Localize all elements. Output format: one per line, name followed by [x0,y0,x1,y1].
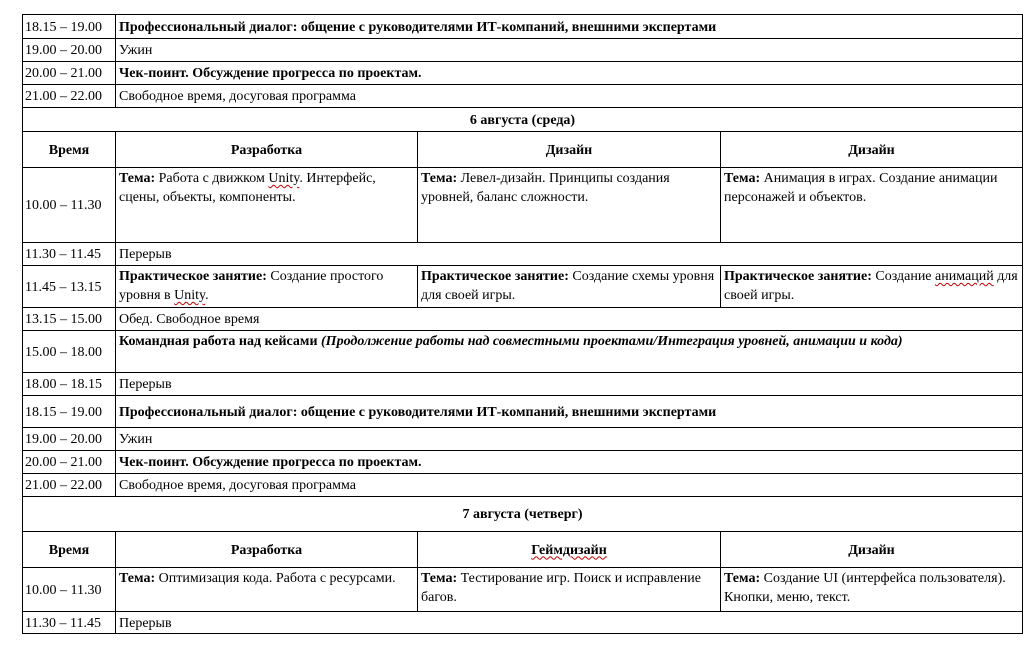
schedule-row [23,474,1023,497]
schedule-row [23,308,1023,331]
practice-text: Создание схемы уровня для своей игры. [421,269,715,303]
topic-label: Тема: [421,171,458,186]
topic-label: Тема: [724,171,761,186]
activity-cell: Чек-поинт. Обсуждение прогресса по проектам. [116,62,1023,85]
activity-cell: Профессиональный диалог: общение с руководителями ИТ-компаний, внешними экспертами [116,396,1023,428]
topic-label: Тема: [724,571,761,586]
day-title-row [23,108,1023,132]
activity-cell: Свободное время, досуговая программа [116,85,1023,108]
topic-cell [116,568,418,612]
header-track-3: Дизайн [721,532,1023,568]
schedule-row [23,39,1023,62]
topic-text-end: . Интерфейс, сцены, объекты, компоненты. [119,171,376,205]
topic-label: Тема: [119,571,156,586]
practice-label: Практическое занятие: [724,269,872,284]
time-cell: 18.15 – 19.00 [23,396,116,428]
header-time: Время [23,532,116,568]
time-cell: 15.00 – 18.00 [23,331,116,373]
topic-text: Левел-дизайн. Принципы создания уровней, баланс сложности. [421,171,670,205]
topic-cell [721,168,1023,243]
column-header-row [23,532,1023,568]
schedule-row [23,243,1023,266]
time-cell: 18.15 – 19.00 [23,15,116,39]
spellcheck-word: Unity [174,288,206,303]
topic-text: Анимация в играх. Создание анимации персонажей и объектов. [724,171,998,205]
topic-cell [418,568,721,612]
topic-cell [418,168,721,243]
time-cell: 21.00 – 22.00 [23,85,116,108]
header-track-2-label: Геймдизайн [531,542,607,558]
spellcheck-word: Unity [268,171,300,186]
schedule-row [23,612,1023,634]
time-cell: 11.30 – 11.45 [23,612,116,634]
schedule-table [22,14,1023,634]
day-title-row [23,497,1023,532]
topic-label: Тема: [421,571,458,586]
practice-text-end: . [205,288,209,303]
topic-label: Тема: [119,171,156,186]
schedule-row [23,373,1023,396]
time-cell: 11.45 – 13.15 [23,266,116,308]
practice-row [23,266,1023,308]
topic-text: Создание UI (интерфейса пользователя). Кнопки, меню, текст. [724,571,1006,605]
header-time: Время [23,132,116,168]
header-track-2 [418,532,721,568]
activity-cell: Профессиональный диалог: общение с руководителями ИТ-компаний, внешними экспертами [116,15,1023,39]
schedule-row [23,396,1023,428]
practice-cell [116,266,418,308]
time-cell: 10.00 – 11.30 [23,568,116,612]
topic-text: Тестирование игр. Поиск и исправление багов. [421,571,701,605]
practice-text: Создание простого уровня в [119,269,384,303]
time-cell: 18.00 – 18.15 [23,373,116,396]
header-track-3: Дизайн [721,132,1023,168]
column-header-row [23,132,1023,168]
activity-cell: Перерыв [116,373,1023,396]
time-cell: 13.15 – 15.00 [23,308,116,331]
activity-cell: Чек-поинт. Обсуждение прогресса по проектам. [116,451,1023,474]
practice-label: Практическое занятие: [119,269,267,284]
topic-cell [721,568,1023,612]
spellcheck-word: анимаций [935,269,994,284]
practice-cell [721,266,1023,308]
schedule-row [23,331,1023,373]
schedule-row [23,62,1023,85]
header-track-1: Разработка [116,532,418,568]
schedule-row [23,15,1023,39]
time-cell: 19.00 – 20.00 [23,428,116,451]
day-title: 7 августа (четверг) [23,497,1023,532]
header-track-1: Разработка [116,132,418,168]
topic-cell [116,168,418,243]
team-work-note: (Продолжение работы над совместными проектами/Интеграция уровней, анимации и кода) [317,334,903,349]
time-cell: 11.30 – 11.45 [23,243,116,266]
practice-text: Создание [871,269,936,284]
time-cell: 21.00 – 22.00 [23,474,116,497]
time-cell: 10.00 – 11.30 [23,168,116,243]
practice-cell [418,266,721,308]
activity-cell: Ужин [116,428,1023,451]
schedule-row [23,428,1023,451]
schedule-row [23,451,1023,474]
practice-label: Практическое занятие: [421,269,569,284]
topic-text: Оптимизация кода. Работа с ресурсами. [155,571,396,586]
activity-cell: Перерыв [116,243,1023,266]
practice-text-end: для своей игры. [724,269,1018,303]
activity-cell: Обед. Свободное время [116,308,1023,331]
time-cell: 20.00 – 21.00 [23,62,116,85]
activity-cell [116,331,1023,373]
topic-row [23,168,1023,243]
header-track-2: Дизайн [418,132,721,168]
time-cell: 20.00 – 21.00 [23,451,116,474]
activity-cell: Ужин [116,39,1023,62]
schedule-row [23,85,1023,108]
activity-cell: Перерыв [116,612,1023,634]
time-cell: 19.00 – 20.00 [23,39,116,62]
day-title: 6 августа (среда) [23,108,1023,132]
topic-row [23,568,1023,612]
topic-text: Работа с движком [155,171,269,186]
activity-cell: Свободное время, досуговая программа [116,474,1023,497]
team-work-title: Командная работа над кейсами [119,334,318,349]
